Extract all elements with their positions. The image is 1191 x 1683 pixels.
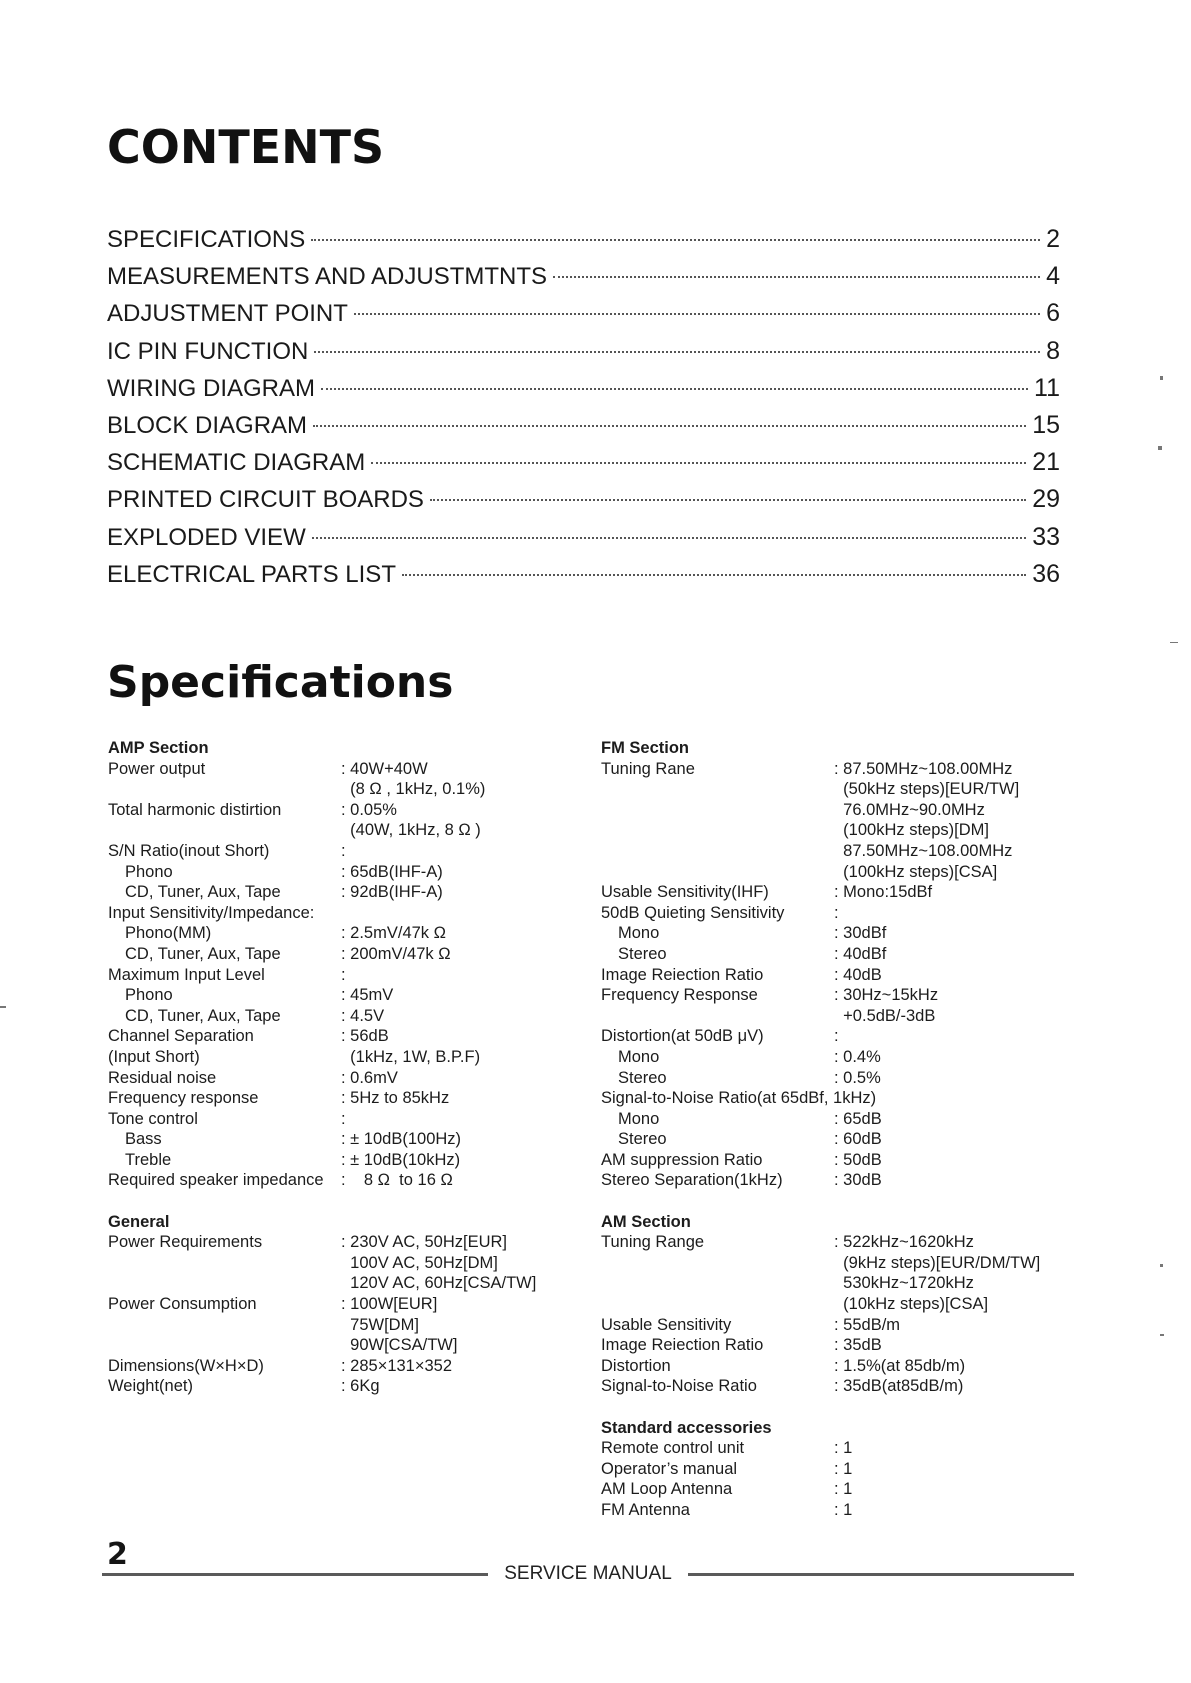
toc-entry xyxy=(107,560,1060,597)
spec-row xyxy=(601,759,1081,780)
spec-label: Stereo Separation(1kHz) xyxy=(601,1171,783,1190)
footer-rule-right xyxy=(688,1573,1074,1576)
spec-label: Power output xyxy=(108,759,206,778)
scan-speck xyxy=(0,1006,6,1008)
spec-label: Mono xyxy=(618,1047,660,1066)
page-number: 2 xyxy=(107,1537,128,1572)
toc-entry xyxy=(107,485,1060,522)
spec-row xyxy=(108,985,548,1006)
spec-row xyxy=(108,903,548,924)
spec-row xyxy=(108,779,548,800)
spec-label: Frequency Response xyxy=(601,986,758,1005)
spec-label: Remote control unit xyxy=(601,1439,745,1458)
toc-dot-leader xyxy=(314,351,1040,353)
spec-section-heading xyxy=(108,1212,548,1233)
spec-value: : Mono:15dBf xyxy=(834,883,933,902)
spec-value: : 1.5%(at 85db/m) xyxy=(834,1356,966,1375)
spec-value: : 55dB/m xyxy=(834,1315,901,1334)
specifications-heading: Specifications xyxy=(107,657,454,708)
toc-entry-page: 15 xyxy=(1032,410,1060,439)
spec-value: : 2.5mV/47k Ω xyxy=(341,924,446,943)
spec-value: +0.5dB/-3dB xyxy=(834,1006,936,1025)
spec-label: Maximum Input Level xyxy=(108,965,265,984)
spec-row xyxy=(601,1006,1081,1027)
scan-speck xyxy=(1158,446,1162,450)
toc-entry-page: 2 xyxy=(1046,225,1060,253)
toc-entry-title: ELECTRICAL PARTS LIST xyxy=(107,560,396,588)
toc-dot-leader xyxy=(553,276,1040,278)
toc-entry-page: 36 xyxy=(1032,559,1060,588)
spec-row xyxy=(601,1294,1081,1315)
spec-value: : 40W+40W xyxy=(341,759,428,778)
toc-entry-page: 8 xyxy=(1046,336,1060,365)
toc-entry-title: MEASUREMENTS AND ADJUSTMTNTS xyxy=(107,263,548,291)
spec-value: : 230V AC, 50Hz[EUR] xyxy=(341,1233,507,1252)
spec-value: : 1 xyxy=(834,1480,853,1499)
spec-value: (50kHz steps)[EUR/TW] xyxy=(834,780,1020,799)
spec-value: 90W[CSA/TW] xyxy=(341,1336,458,1355)
spec-label: Residual noise xyxy=(108,1068,217,1087)
spec-row xyxy=(601,1109,1081,1130)
spec-label: CD, Tuner, Aux, Tape xyxy=(125,1006,281,1025)
spec-row xyxy=(108,1109,548,1130)
scan-speck xyxy=(1160,1334,1164,1336)
spec-value: (8 Ω , 1kHz, 0.1%) xyxy=(341,780,486,799)
spec-label: Power Requirements xyxy=(108,1233,263,1252)
toc-entry xyxy=(107,225,1060,262)
spec-section-heading xyxy=(108,738,548,759)
spec-row xyxy=(601,1088,1081,1109)
spec-value: : xyxy=(834,1027,839,1046)
spec-label: Distortion(at 50dB μV) xyxy=(601,1027,764,1046)
spec-value: : 30Hz~15kHz xyxy=(834,986,939,1005)
spec-row xyxy=(601,1459,1081,1480)
spec-label: AM Loop Antenna xyxy=(601,1480,733,1499)
spec-section-heading xyxy=(601,1418,1081,1439)
spec-label: Mono xyxy=(618,924,660,943)
toc-entry-title: PRINTED CIRCUIT BOARDS xyxy=(107,486,424,514)
spec-value: 120V AC, 60Hz[CSA/TW] xyxy=(341,1274,537,1293)
spec-row xyxy=(108,1335,548,1356)
spec-row xyxy=(108,965,548,986)
spec-value: : 8 Ω to 16 Ω xyxy=(341,1171,453,1190)
toc-entry-title: WIRING DIAGRAM xyxy=(107,374,315,402)
spec-label: (Input Short) xyxy=(108,1047,200,1066)
spec-label: Bass xyxy=(125,1130,162,1149)
scan-speck xyxy=(1170,642,1178,643)
spec-section-heading xyxy=(601,1212,1081,1233)
toc-dot-leader xyxy=(311,239,1040,241)
spec-row xyxy=(108,800,548,821)
spec-label: Tuning Range xyxy=(601,1233,705,1252)
spec-label: Image Reiection Ratio xyxy=(601,965,764,984)
spec-label: S/N Ratio(inout Short) xyxy=(108,841,270,860)
spec-value: (100kHz steps)[CSA] xyxy=(834,862,998,881)
spec-row xyxy=(601,903,1081,924)
spec-row xyxy=(601,1356,1081,1377)
scan-speck xyxy=(1160,376,1163,380)
spec-label: Total harmonic distirtion xyxy=(108,800,282,819)
spec-value: : 56dB xyxy=(341,1027,389,1046)
spec-row xyxy=(601,1047,1081,1068)
specs-right-column xyxy=(601,738,1081,1521)
spec-row xyxy=(601,1273,1081,1294)
spec-value: : 285×131×352 xyxy=(341,1356,453,1375)
spec-row xyxy=(601,1376,1081,1397)
spec-value: : 60dB xyxy=(834,1130,882,1149)
spec-value: : 92dB(IHF-A) xyxy=(341,883,443,902)
spec-spacer xyxy=(108,1191,548,1212)
spec-row xyxy=(108,759,548,780)
spec-row xyxy=(108,1294,548,1315)
spec-section-title: General xyxy=(108,1212,170,1231)
spec-row xyxy=(601,1479,1081,1500)
spec-row xyxy=(108,1170,548,1191)
spec-label: Stereo xyxy=(618,1130,667,1149)
spec-value: : xyxy=(341,965,346,984)
spec-value: : 50dB xyxy=(834,1150,882,1169)
spec-label: Tuning Rane xyxy=(601,759,695,778)
spec-label: 50dB Quieting Sensitivity xyxy=(601,903,785,922)
toc-entry xyxy=(107,299,1060,336)
spec-row xyxy=(108,1088,548,1109)
spec-row xyxy=(108,1356,548,1377)
toc-entry xyxy=(107,337,1060,374)
toc-entry xyxy=(107,411,1060,448)
footer-rule-left xyxy=(102,1573,488,1576)
spec-row xyxy=(108,820,548,841)
spec-spacer xyxy=(601,1191,1081,1212)
toc-dot-leader xyxy=(312,537,1026,539)
toc-entry-page: 6 xyxy=(1046,299,1060,328)
spec-label: CD, Tuner, Aux, Tape xyxy=(125,944,281,963)
spec-label: Power Consumption xyxy=(108,1295,257,1314)
spec-label: Tone control xyxy=(108,1109,198,1128)
spec-value: : 5Hz to 85kHz xyxy=(341,1089,450,1108)
spec-row xyxy=(601,1438,1081,1459)
spec-label: Stereo xyxy=(618,1068,667,1087)
spec-row xyxy=(108,1273,548,1294)
spec-label: Signal-to-Noise Ratio(at 65dBf, 1kHz) xyxy=(601,1089,877,1108)
toc-dot-leader xyxy=(402,574,1026,576)
toc-dot-leader xyxy=(313,425,1026,427)
toc-entry xyxy=(107,448,1060,485)
spec-label: Usable Sensitivity xyxy=(601,1315,732,1334)
spec-value: : 1 xyxy=(834,1500,853,1519)
spec-value: : 0.6mV xyxy=(341,1068,398,1087)
toc-entry-title: IC PIN FUNCTION xyxy=(107,337,309,365)
spec-row xyxy=(601,1170,1081,1191)
spec-row xyxy=(108,1026,548,1047)
spec-value: : 65dB(IHF-A) xyxy=(341,862,443,881)
spec-label: Signal-to-Noise Ratio xyxy=(601,1377,757,1396)
spec-label: Distortion xyxy=(601,1356,671,1375)
spec-value: : xyxy=(341,1109,346,1128)
spec-label: Channel Separation xyxy=(108,1027,254,1046)
spec-value: : ± 10dB(100Hz) xyxy=(341,1130,462,1149)
toc-entry-title: ADJUSTMENT POINT xyxy=(107,300,348,328)
spec-value: : 65dB xyxy=(834,1109,882,1128)
spec-label: Phono xyxy=(125,986,173,1005)
spec-row xyxy=(108,1006,548,1027)
spec-row xyxy=(108,1376,548,1397)
spec-value: : 87.50MHz~108.00MHz xyxy=(834,759,1013,778)
spec-row xyxy=(601,985,1081,1006)
spec-label: AM suppression Ratio xyxy=(601,1150,763,1169)
spec-section-title: Standard accessories xyxy=(601,1418,772,1437)
spec-row xyxy=(108,923,548,944)
spec-label: Required speaker impedance xyxy=(108,1171,324,1190)
spec-label: Image Reiection Ratio xyxy=(601,1336,764,1355)
spec-label: Phono(MM) xyxy=(125,924,212,943)
spec-value: : xyxy=(834,903,839,922)
spec-row xyxy=(601,965,1081,986)
spec-value: : 30dB xyxy=(834,1171,882,1190)
spec-row xyxy=(601,1026,1081,1047)
spec-row xyxy=(601,1129,1081,1150)
toc-entry-page: 29 xyxy=(1032,485,1060,514)
spec-row xyxy=(108,882,548,903)
spec-value: : 100W[EUR] xyxy=(341,1295,438,1314)
spec-row xyxy=(108,1253,548,1274)
spec-value: 76.0MHz~90.0MHz xyxy=(834,800,985,819)
toc-entry-page: 11 xyxy=(1034,373,1060,402)
toc-dot-leader xyxy=(371,462,1026,464)
spec-row xyxy=(601,820,1081,841)
spec-row xyxy=(601,1500,1081,1521)
toc-entry-page: 4 xyxy=(1046,262,1060,291)
spec-value: : 6Kg xyxy=(341,1377,380,1396)
spec-row xyxy=(601,1253,1081,1274)
spec-section-title: FM Section xyxy=(601,739,690,757)
spec-value: : 35dB(at85dB/m) xyxy=(834,1377,964,1396)
toc-dot-leader xyxy=(321,388,1028,390)
spec-label: Dimensions(W×H×D) xyxy=(108,1356,264,1375)
spec-row xyxy=(108,1047,548,1068)
spec-row xyxy=(108,862,548,883)
scan-speck xyxy=(1160,1264,1163,1267)
spec-value: : 0.4% xyxy=(834,1047,881,1066)
spec-value: 100V AC, 50Hz[DM] xyxy=(341,1253,498,1272)
spec-section-heading xyxy=(601,738,1081,759)
footer xyxy=(102,1562,1074,1586)
spec-label: Weight(net) xyxy=(108,1377,193,1396)
spec-label: Operator’s manual xyxy=(601,1459,738,1478)
spec-value: : 1 xyxy=(834,1439,853,1458)
spec-value: (1kHz, 1W, B.P.F) xyxy=(341,1047,481,1066)
spec-value: : 200mV/47k Ω xyxy=(341,944,451,963)
toc-entry-title: EXPLODED VIEW xyxy=(107,523,306,551)
spec-value: : xyxy=(341,841,346,860)
toc-entry xyxy=(107,374,1060,411)
spec-row xyxy=(108,841,548,862)
spec-value: : 30dBf xyxy=(834,924,887,943)
spec-row xyxy=(601,882,1081,903)
spec-value: 87.50MHz~108.00MHz xyxy=(834,841,1013,860)
spec-label: Mono xyxy=(618,1109,660,1128)
spec-value: : 35dB xyxy=(834,1336,882,1355)
spec-row xyxy=(601,1335,1081,1356)
spec-value: : 4.5V xyxy=(341,1006,385,1025)
spec-value: 530kHz~1720kHz xyxy=(834,1274,974,1293)
spec-value: : 45mV xyxy=(341,986,394,1005)
spec-value: (40W, 1kHz, 8 Ω ) xyxy=(341,821,481,840)
spec-value: : 522kHz~1620kHz xyxy=(834,1233,974,1252)
spec-value: : 1 xyxy=(834,1459,853,1478)
toc-entry-title: BLOCK DIAGRAM xyxy=(107,411,308,439)
toc-entry xyxy=(107,262,1060,299)
toc-entry-title: SPECIFICATIONS xyxy=(107,226,306,253)
spec-label: Phono xyxy=(125,862,173,881)
spec-row xyxy=(601,779,1081,800)
spec-value: : 40dBf xyxy=(834,944,887,963)
spec-spacer xyxy=(601,1397,1081,1418)
spec-label: Usable Sensitivity(IHF) xyxy=(601,883,769,902)
spec-row xyxy=(601,1150,1081,1171)
footer-label: SERVICE MANUAL xyxy=(504,1563,672,1584)
spec-value: 75W[DM] xyxy=(341,1315,419,1334)
spec-row xyxy=(601,862,1081,883)
spec-label: Input Sensitivity/Impedance: xyxy=(108,903,315,922)
spec-row xyxy=(601,1068,1081,1089)
spec-row xyxy=(108,1068,548,1089)
toc-entry-page: 21 xyxy=(1032,448,1060,477)
spec-label: Stereo xyxy=(618,944,667,963)
table-of-contents xyxy=(107,225,1060,597)
spec-value: (100kHz steps)[DM] xyxy=(834,821,989,840)
toc-entry xyxy=(107,523,1060,560)
spec-label: Treble xyxy=(125,1150,172,1169)
spec-value: (10kHz steps)[CSA] xyxy=(834,1295,989,1314)
spec-label: FM Antenna xyxy=(601,1500,690,1519)
toc-entry-title: SCHEMATIC DIAGRAM xyxy=(107,449,366,477)
spec-value: : 40dB xyxy=(834,965,882,984)
spec-row xyxy=(601,800,1081,821)
toc-entry-page: 33 xyxy=(1032,522,1060,551)
spec-row xyxy=(601,1315,1081,1336)
spec-value: (9kHz steps)[EUR/DM/TW] xyxy=(834,1253,1041,1272)
spec-label: Frequency response xyxy=(108,1089,259,1108)
spec-row xyxy=(108,1232,548,1253)
toc-dot-leader xyxy=(354,313,1040,315)
spec-section-title: AM Section xyxy=(601,1212,691,1231)
contents-heading: CONTENTS xyxy=(107,120,385,174)
spec-row xyxy=(108,1129,548,1150)
spec-row xyxy=(108,1150,548,1171)
spec-value: : 0.5% xyxy=(834,1068,881,1087)
spec-row xyxy=(601,944,1081,965)
spec-value: : 0.05% xyxy=(341,800,397,819)
spec-row xyxy=(601,1232,1081,1253)
spec-row xyxy=(108,1315,548,1336)
spec-label: CD, Tuner, Aux, Tape xyxy=(125,883,281,902)
spec-section-title: AMP Section xyxy=(108,739,209,757)
specs-left-column xyxy=(108,738,548,1397)
toc-dot-leader xyxy=(430,499,1026,501)
spec-row xyxy=(108,944,548,965)
spec-value: : ± 10dB(10kHz) xyxy=(341,1150,461,1169)
spec-row xyxy=(601,923,1081,944)
spec-row xyxy=(601,841,1081,862)
